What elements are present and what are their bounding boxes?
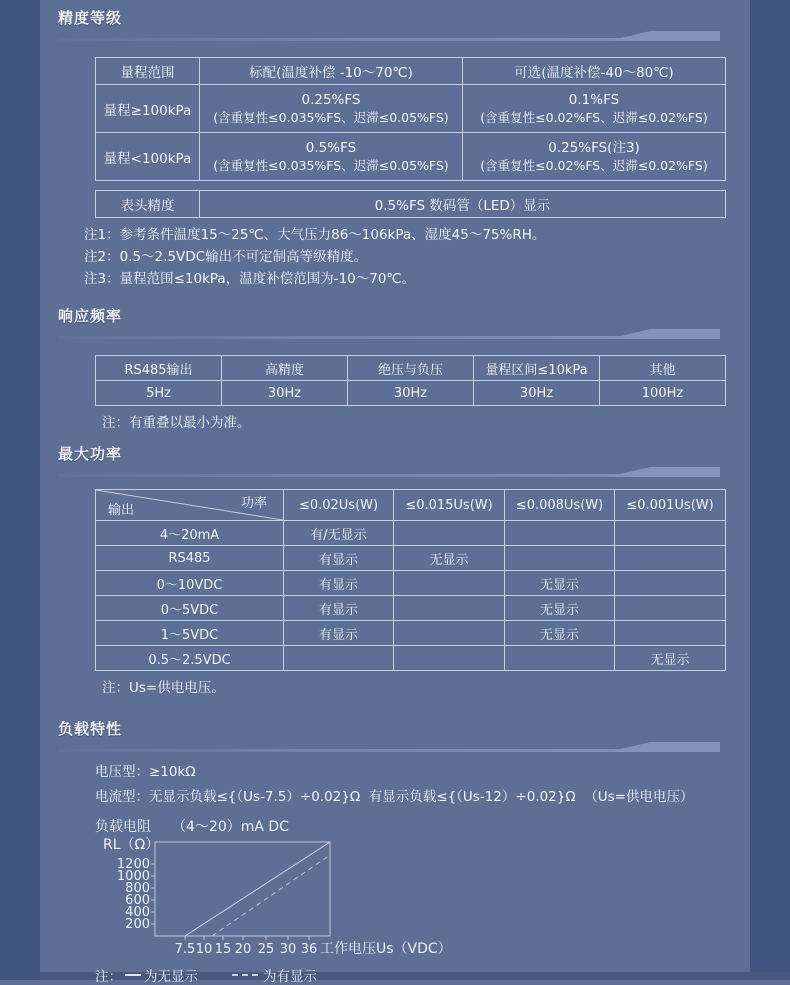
response-header: 高精度 — [222, 356, 348, 381]
response-header: 其他 — [600, 356, 726, 381]
table-row — [96, 191, 726, 218]
accuracy-table — [95, 57, 726, 181]
x-tick-label: 36 — [300, 942, 318, 957]
power-cell — [394, 521, 505, 546]
table-header-row — [96, 356, 726, 381]
power-cell: 无显示 — [394, 546, 505, 571]
underline-wedge — [608, 467, 720, 477]
series-line-no-display — [185, 842, 330, 936]
section-title-accuracy: 精度等级 — [58, 9, 123, 27]
current-type-line: 电流型：无显示负载≤{（Us-7.5）÷0.02}Ω 有显示负载≤{（Us-12）÷0.02}Ω （Us=供电电压） — [95, 789, 694, 805]
y-tick-label: 200 — [125, 917, 150, 932]
response-header: 绝压与负压 — [348, 356, 474, 381]
power-cell: 无显示 — [505, 621, 615, 646]
range-label: 量程<100kPa — [96, 133, 200, 181]
accuracy-value: 0.5%FS — [305, 139, 357, 156]
power-cell: 无显示 — [505, 596, 615, 621]
response-note: 注：有重叠以最小为准。 — [102, 415, 251, 431]
y-tick-label: 600 — [125, 893, 150, 908]
accuracy-cell — [463, 133, 726, 181]
power-cell — [394, 646, 505, 671]
y-tick-label: 1200 — [116, 857, 150, 872]
load-resistance-chart — [90, 818, 570, 963]
power-cell — [615, 596, 726, 621]
power-cell — [284, 646, 394, 671]
load-spec-lines — [95, 760, 750, 810]
power-cell — [615, 521, 726, 546]
accuracy-header-optional: 可选(温度补偿-40～80℃) — [463, 58, 726, 85]
y-tick-label: 400 — [125, 905, 150, 920]
accuracy-value: 0.25%FS(注3) — [548, 139, 640, 156]
output-type-label: 4～20mA — [96, 521, 284, 546]
section-title-response: 响应频率 — [58, 307, 123, 325]
y-tick-label: 1000 — [116, 869, 150, 884]
accuracy-detail: (含重复性≤0.02%FS、迟滞≤0.02%FS) — [480, 109, 708, 125]
table-row — [96, 571, 726, 596]
x-tick-label: 7.5 — [174, 942, 196, 957]
table-header-row — [96, 490, 726, 521]
left-border-strip — [0, 0, 40, 980]
table-row — [96, 381, 726, 406]
diagonal-header-cell — [96, 490, 284, 521]
output-type-label: 0～10VDC — [96, 571, 284, 596]
power-cell: 无显示 — [615, 646, 726, 671]
response-value: 30Hz — [474, 381, 600, 406]
note-line: 注1：参考条件温度15～25℃、大气压力86～106kPa、湿度45～75%RH。 — [84, 227, 546, 243]
accuracy-value: 0.1%FS — [568, 91, 620, 108]
output-type-label: 0.5～2.5VDC — [96, 646, 284, 671]
accuracy-header-standard: 标配(温度补偿 -10～70℃) — [200, 58, 463, 85]
response-value: 30Hz — [348, 381, 474, 406]
power-cell — [394, 571, 505, 596]
response-value: 30Hz — [222, 381, 348, 406]
power-cell: 有显示 — [284, 546, 394, 571]
accuracy-notes — [84, 224, 750, 290]
power-cell — [505, 646, 615, 671]
corner-row-label: 输出 — [108, 503, 135, 518]
section-accuracy-header — [58, 8, 728, 41]
accuracy-detail: (含重复性≤0.035%FS、迟滞≤0.05%FS) — [213, 157, 449, 173]
power-cell — [505, 521, 615, 546]
table-row — [96, 133, 726, 181]
display-accuracy-label: 表头精度 — [96, 191, 200, 218]
x-tick-label: 25 — [257, 942, 275, 957]
output-type-label: RS485 — [96, 546, 284, 571]
power-note: 注：Us=供电电压。 — [102, 680, 225, 696]
accuracy-value: 0.25%FS — [301, 91, 361, 108]
legend-dashed-label: 为有显示 — [263, 969, 317, 985]
x-tick-label: 10 — [195, 942, 213, 957]
power-cell — [615, 546, 726, 571]
output-type-label: 0～5VDC — [96, 596, 284, 621]
y-tick-label: 800 — [125, 881, 150, 896]
dashed-line-sample — [232, 974, 258, 976]
power-cell — [615, 621, 726, 646]
table-header-row — [96, 58, 726, 85]
right-border-strip — [750, 0, 790, 980]
table-row — [96, 596, 726, 621]
response-value: 5Hz — [96, 381, 222, 406]
table-row — [96, 85, 726, 133]
response-header: 量程区间≤10kPa — [474, 356, 600, 381]
section-title-load: 负载特性 — [58, 720, 123, 738]
section-response-header — [58, 306, 728, 339]
legend-note-prefix: 注： — [95, 969, 122, 985]
section-underline — [58, 742, 728, 752]
accuracy-cell — [200, 85, 463, 133]
underline-wedge — [608, 329, 720, 339]
series-line-with-display — [212, 855, 330, 936]
table-row — [96, 546, 726, 571]
power-cell: 有显示 — [284, 571, 394, 596]
section-title-power: 最大功率 — [58, 445, 123, 463]
accuracy-detail: (含重复性≤0.035%FS、迟滞≤0.05%FS) — [213, 109, 449, 125]
power-header: ≤0.02Us(W) — [284, 490, 394, 521]
y-tick-marks — [151, 864, 155, 924]
power-header: ≤0.015Us(W) — [394, 490, 505, 521]
x-tick-marks — [185, 936, 309, 940]
power-cell: 有/无显示 — [284, 521, 394, 546]
response-frequency-table — [95, 355, 726, 406]
table-row — [96, 521, 726, 546]
y-axis-label-line1: 负载电阻 — [95, 819, 151, 835]
solid-line-sample — [125, 974, 141, 976]
response-header: RS485输出 — [96, 356, 222, 381]
x-tick-label: 30 — [279, 942, 297, 957]
voltage-type-line: 电压型：≥10kΩ — [95, 764, 196, 780]
x-tick-label: 20 — [234, 942, 252, 957]
power-cell — [505, 546, 615, 571]
legend-solid-label: 为无显示 — [144, 969, 198, 985]
power-cell — [394, 621, 505, 646]
power-cell — [394, 596, 505, 621]
max-power-table — [95, 489, 726, 671]
table-row — [96, 621, 726, 646]
x-tick-label: 15 — [214, 942, 232, 957]
chart-canvas — [90, 818, 570, 963]
power-cell — [615, 571, 726, 596]
spec-sheet-content — [40, 0, 750, 985]
display-accuracy-value: 0.5%FS 数码管（LED）显示 — [200, 191, 726, 218]
accuracy-cell — [200, 133, 463, 181]
accuracy-cell — [463, 85, 726, 133]
output-type-label: 1～5VDC — [96, 621, 284, 646]
plot-area-border — [155, 842, 330, 936]
y-axis-label-line2: RL（Ω） — [103, 837, 160, 853]
power-cell: 有显示 — [284, 621, 394, 646]
section-underline — [58, 31, 728, 41]
power-cell: 有显示 — [284, 596, 394, 621]
section-power-header — [58, 444, 728, 477]
display-accuracy-table — [95, 190, 726, 218]
section-underline — [58, 329, 728, 339]
underline-wedge — [608, 742, 720, 752]
accuracy-header-range: 量程范围 — [96, 58, 200, 85]
chart-legend — [95, 965, 750, 985]
table-row — [96, 646, 726, 671]
range-label: 量程≥100kPa — [96, 85, 200, 133]
section-load-header — [58, 719, 728, 752]
section-underline — [58, 467, 728, 477]
power-header: ≤0.008Us(W) — [505, 490, 615, 521]
underline-wedge — [608, 31, 720, 41]
chart-title: （4～20）mA DC — [172, 819, 289, 835]
power-cell: 无显示 — [505, 571, 615, 596]
corner-col-label: 功率 — [240, 496, 267, 511]
response-value: 100Hz — [600, 381, 726, 406]
note-line: 注2：0.5～2.5VDC输出不可定制高等级精度。 — [84, 249, 368, 265]
power-header: ≤0.001Us(W) — [615, 490, 726, 521]
note-line: 注3：量程范围≤10kPa，温度补偿范围为-10～70℃。 — [84, 271, 416, 287]
accuracy-detail: (含重复性≤0.02%FS、迟滞≤0.02%FS) — [480, 157, 708, 173]
x-axis-label: 工作电压Us（VDC） — [320, 941, 452, 957]
